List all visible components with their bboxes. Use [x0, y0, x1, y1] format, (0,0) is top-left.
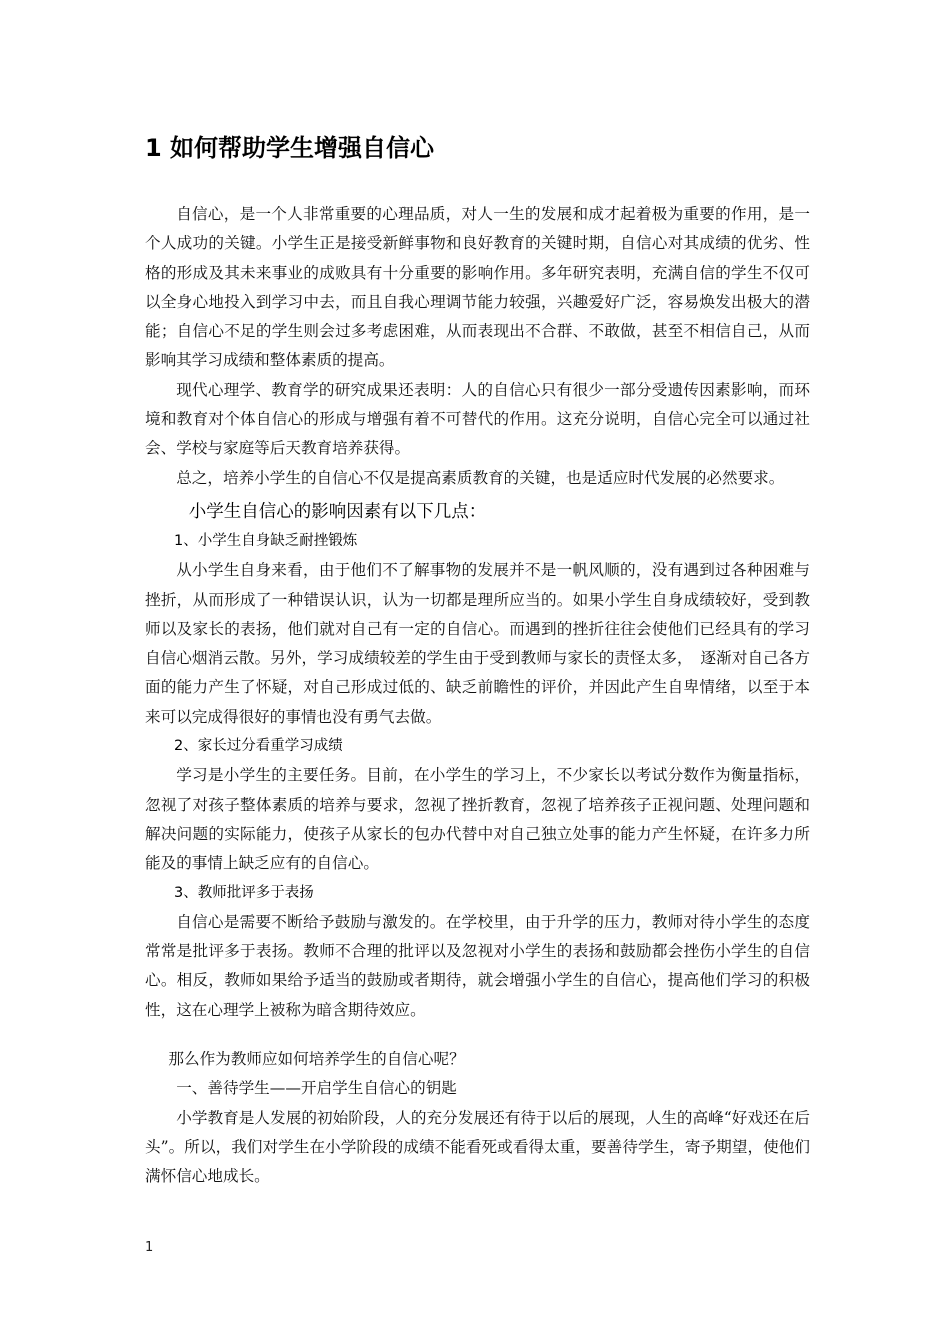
paragraph-summary: 总之，培养小学生的自信心不仅是提高素质教育的关键，也是适应时代发展的必然要求。 [176, 468, 785, 487]
factor-2-text: 学习是小学生的主要任务。目前，在小学生的学习上，不少家长以考试分数作为衡量指标，忽视了对孩子整体素质的培养与要求，忽视了挫折教育，忽视了培养孩子正视问题、处理问题和解决问题的实际能力，使孩子从家长的包办代替中对自己独立处事的能力产生怀疑，在许多力所能及的事情上缺乏应有的自信心。 [145, 766, 810, 873]
document-body [145, 200, 810, 1192]
factor-3-text: 自信心是需要不断给予鼓励与激发的。在学校里，由于升学的压力，教师对待小学生的态度常常是批评多于表扬。教师不合理的批评以及忽视对小学生的表扬和鼓励都会挫伤小学生的自信心。相反，教师如果给予适当的鼓励或者期待，就会增强小学生的自信心，提高他们学习的积极性，这在心理学上被称为暗含期待效应。 [145, 912, 810, 1019]
paragraph-intro: 自信心，是一个人非常重要的心理品质，对人一生的发展和成才起着极为重要的作用，是一个人成功的关键。小学生正是接受新鲜事物和良好教育的关键时期，自信心对其成绩的优劣、性格的形成及其未来事业的成败具有十分重要的影响作用。多年研究表明，充满自信的学生不仅可以全身心地投入到学习中去，而且自我心理调节能力较强，兴趣爱好广泛，容易焕发出极大的潜能；自信心不足的学生则会过多考虑困难，从而表现出不合群、不敢做，甚至不相信自己，从而影响其学习成绩和整体素质的提高。 [145, 205, 810, 370]
factor-2-heading: 2、家长过分看重学习成绩 [174, 738, 343, 755]
method-text: 小学教育是人发展的初始阶段，人的充分发展还有待于以后的展现，人生的高峰“好戏还在后头”。所以，我们对学生在小学阶段的成绩不能看死或看得太重，要善待学生，寄予期望，使他们满怀信心地成长。 [145, 1108, 810, 1186]
factor-1-text: 从小学生自身来看，由于他们不了解事物的发展并不是一帆风顺的，没有遇到过各种困难与挫折，从而形成了一种错误认识，认为一切都是理所应当的。如果小学生自身成绩较好，受到教师以及家长的表扬，他们就对自己有一定的自信心。而遇到的挫折往往会使他们已经具有的学习自信心烟消云散。另外，学习成绩较差的学生由于受到教师与家长的责怪太多， 逐渐对自己各方面的能力产生了怀疑，对自己形成过低的、缺乏前瞻性的评价，并因此产生自卑情绪，以至于本来可以完成得很好的事情也没有勇气去做。 [145, 561, 810, 726]
factors-heading: 小学生自信心的影响因素有以下几点： [188, 501, 487, 522]
paragraph-research: 现代心理学、教育学的研究成果还表明：人的自信心只有很少一部分受遗传因素影响，而环境和教育对个体自信心的形成与增强有着不可替代的作用。这充分说明，自信心完全可以通过社会、学校与家庭等后天教育培养获得。 [145, 380, 810, 458]
document-title: 1 如何帮助学生增强自信心 [145, 134, 435, 162]
method-heading: 一、善待学生——开启学生自信心的钥匙 [176, 1079, 457, 1098]
factor-3-heading: 3、教师批评多于表扬 [174, 884, 314, 901]
page-number: 1 [145, 1240, 154, 1255]
question-line: 那么作为教师应如何培养学生的自信心呢？ [168, 1050, 465, 1069]
factor-1-heading: 1、小学生自身缺乏耐挫锻炼 [174, 532, 358, 549]
